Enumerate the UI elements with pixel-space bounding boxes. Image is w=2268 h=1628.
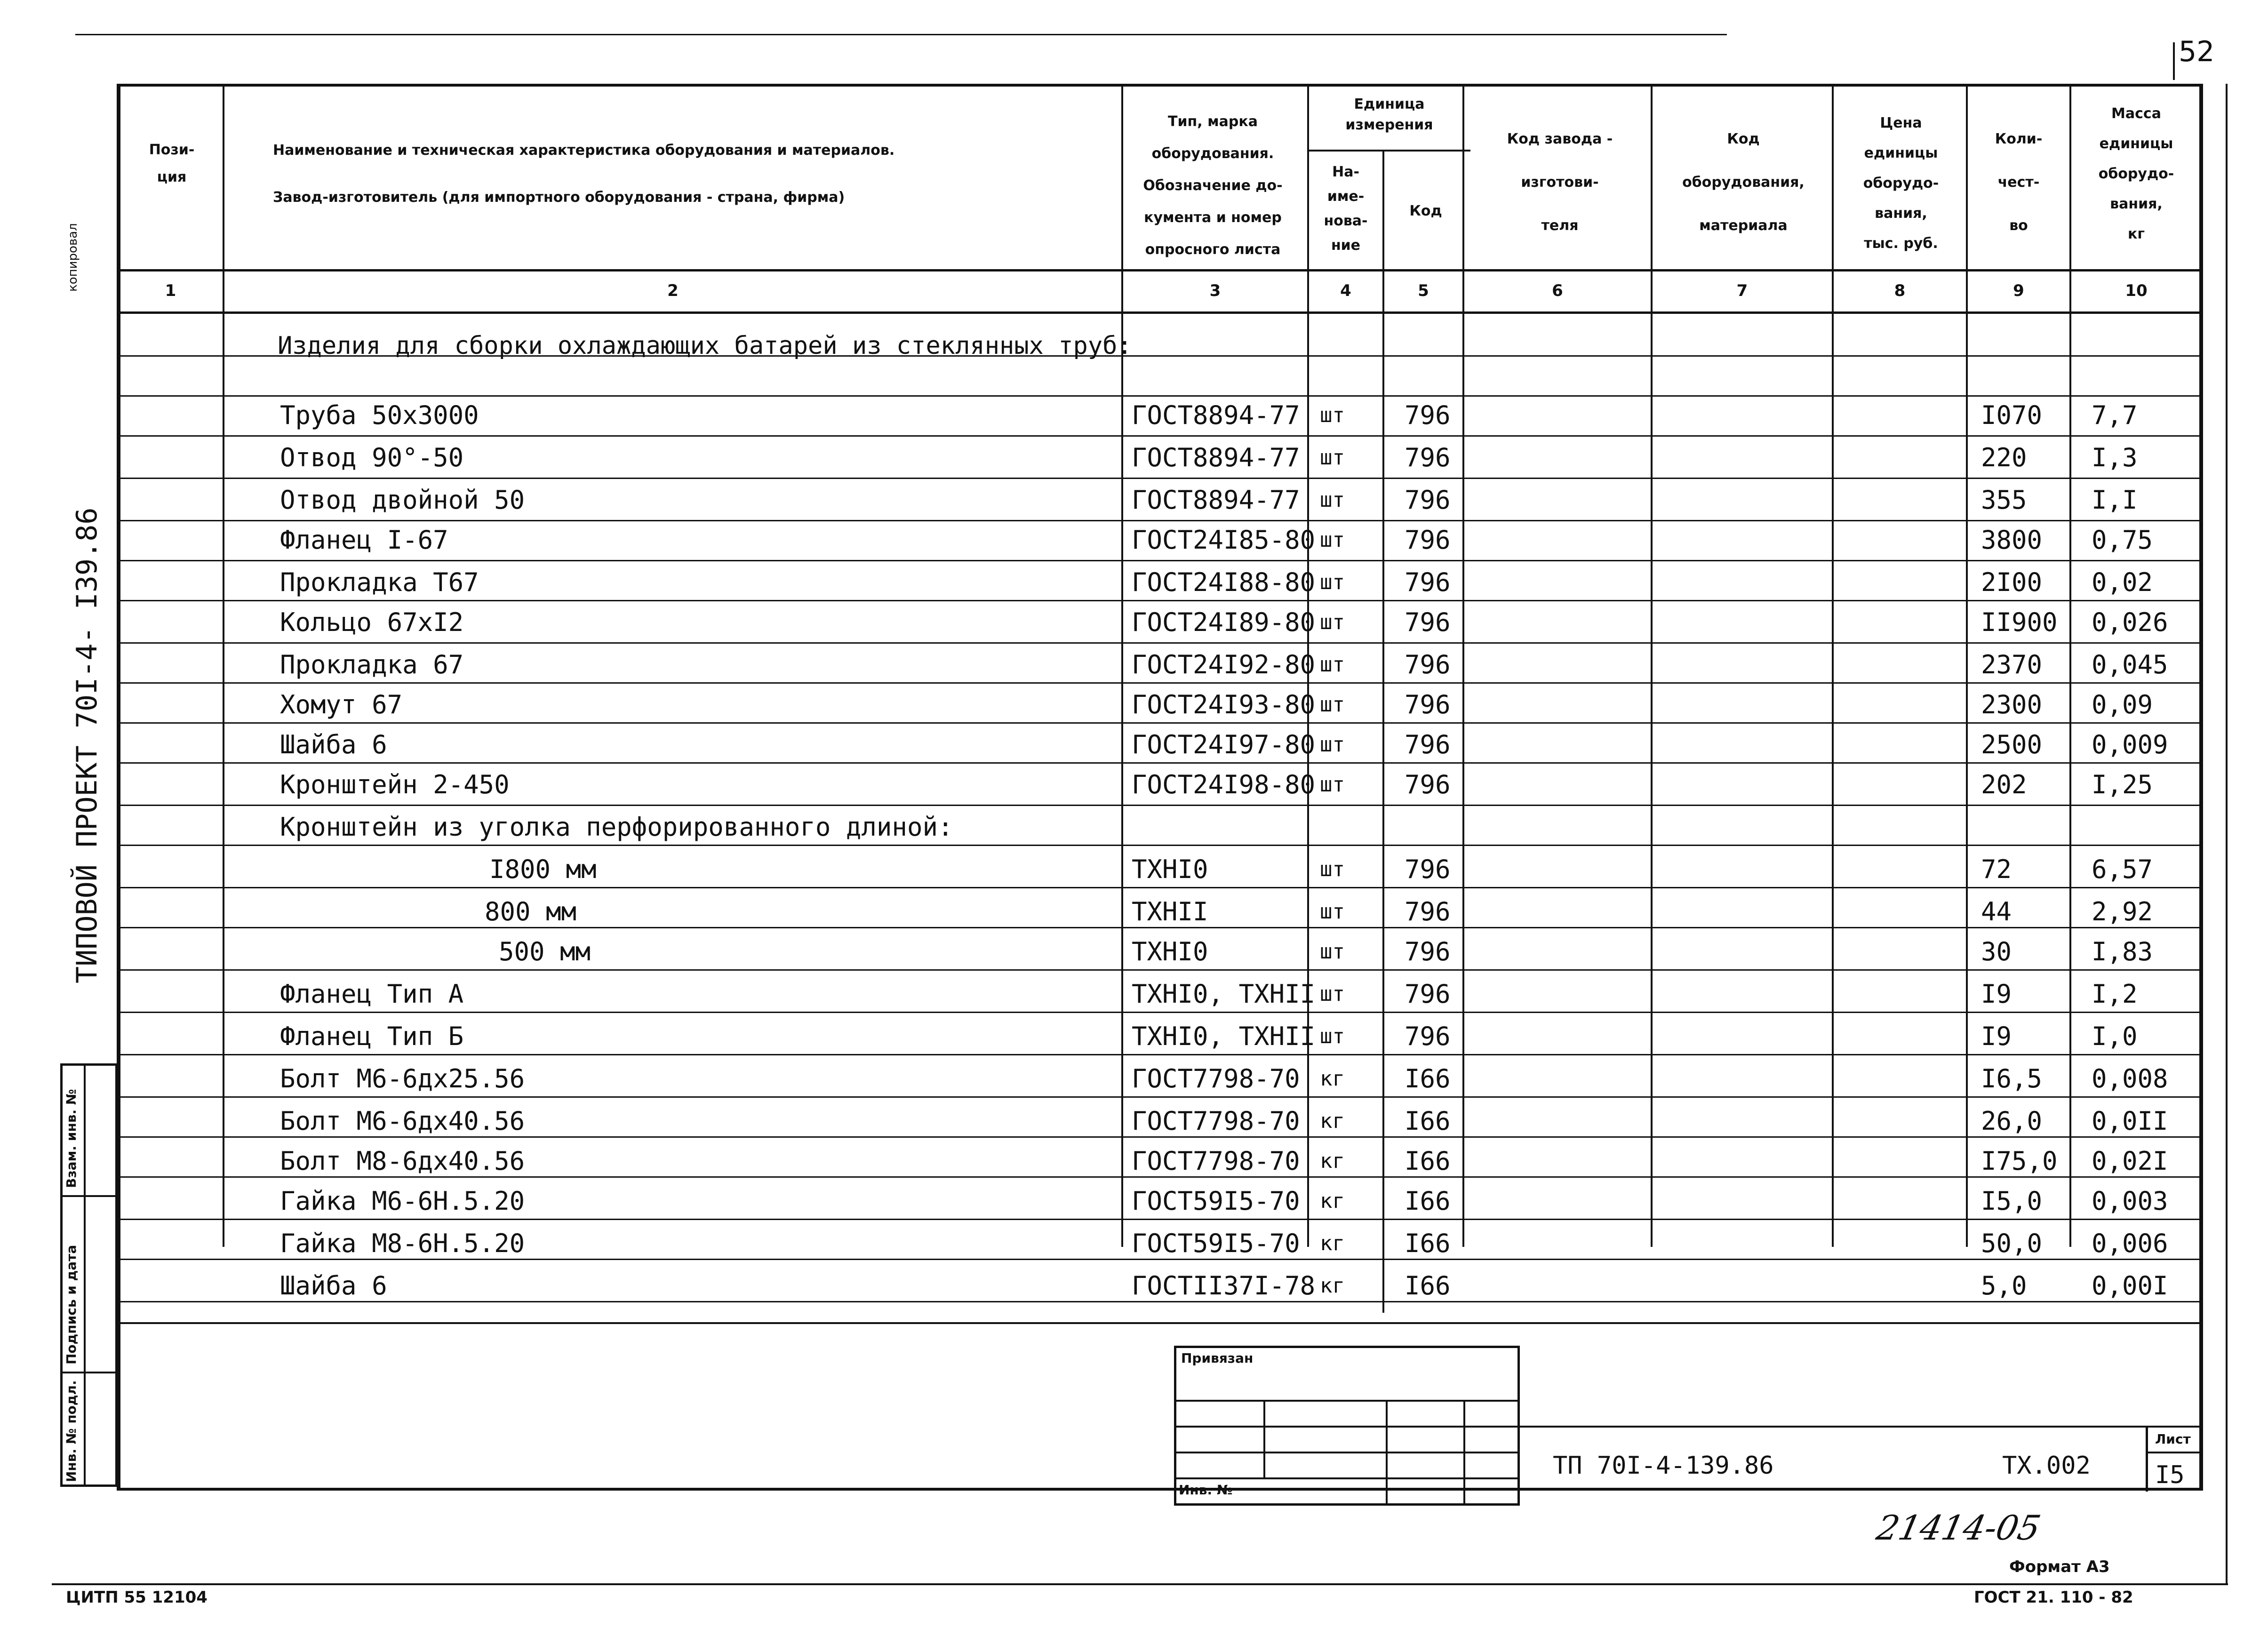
header-price: Цена единицы оборудо- вания, тыс. руб. (1863, 115, 1939, 252)
cell-code: 796 (1405, 650, 1451, 679)
cell-code: 796 (1405, 607, 1451, 637)
cell-mass: 2,92 (2092, 897, 2153, 926)
cell-name: Фланец I-67 (280, 525, 448, 555)
column-number: 10 (2125, 281, 2148, 300)
cell-unit: шт (1320, 446, 1345, 470)
cell-name: 500 мм (499, 937, 591, 966)
cell-unit: кг (1320, 1189, 1345, 1213)
strip-signature: Подпись и дата (64, 1245, 79, 1365)
cell-unit: кг (1320, 1067, 1345, 1091)
strip-inventory: Инв. № подл. (64, 1380, 79, 1482)
top-rule (75, 34, 1727, 35)
row-divider (118, 642, 2202, 644)
cell-mass: 0,00I (2092, 1271, 2168, 1301)
cell-name: Кольцо 67хI2 (280, 607, 464, 637)
cell-name: I800 мм (489, 854, 597, 884)
row-divider (118, 1219, 2202, 1220)
row-divider (118, 1259, 2202, 1260)
row-divider (118, 682, 2202, 684)
column-number: 5 (1418, 281, 1429, 300)
sheet-code: ТХ.002 (2002, 1452, 2091, 1480)
cell-code: 796 (1405, 1021, 1451, 1051)
column-divider (1651, 84, 1653, 1247)
cell-doc: ГОСТ24I88-80 (1132, 567, 1316, 597)
row-divider (118, 600, 2202, 601)
cell-qty: 5,0 (1981, 1271, 2027, 1301)
cell-qty: 72 (1981, 854, 2012, 884)
cell-unit: кг (1320, 1109, 1345, 1133)
cell-doc: ГОСТ8894-77 (1132, 485, 1300, 515)
cell-mass: 0,75 (2092, 525, 2153, 555)
cell-doc: ГОСТ8894-77 (1132, 443, 1300, 472)
cell-qty: 3800 (1981, 525, 2043, 555)
table-bottom (118, 1322, 2202, 1324)
bottom-rule (52, 1583, 2228, 1585)
cell-code: 796 (1405, 937, 1451, 966)
cell-name: Шайба 6 (280, 1271, 387, 1301)
cell-unit: шт (1320, 773, 1345, 797)
cell-unit: кг (1320, 1274, 1345, 1298)
format-label: Формат А3 (2009, 1557, 2110, 1576)
cell-qty: I6,5 (1981, 1064, 2043, 1093)
column-number: 2 (667, 281, 679, 300)
cell-qty: 220 (1981, 443, 2027, 472)
row-divider (118, 927, 2202, 928)
cell-qty: 202 (1981, 770, 2027, 799)
cell-name: Прокладка 67 (280, 650, 464, 679)
cell-mass: 0,02 (2092, 567, 2153, 597)
cell-mass: 0,045 (2092, 650, 2168, 679)
row-divider (118, 1096, 2202, 1098)
cell-unit: шт (1320, 1024, 1345, 1048)
header-equipment-code: Код оборудования, материала (1682, 131, 1805, 234)
header-name: Наименование и техническая характеристика оборудования и материалов. Завод-изготовитель (для импортного оборудования - страна, фирма) (273, 142, 895, 206)
cell-unit: шт (1320, 653, 1345, 677)
row-divider (118, 805, 2202, 806)
cell-mass: I,I (2092, 485, 2138, 515)
cell-unit: шт (1320, 940, 1345, 964)
header-position: Пози- ция (149, 142, 195, 185)
cell-mass: 0,02I (2092, 1146, 2168, 1176)
cell-name: Фланец Тип А (280, 979, 464, 1009)
row-divider (118, 969, 2202, 971)
cell-doc: ГОСТ24I85-80 (1132, 525, 1316, 555)
doc-code: ТП 70I-4-139.86 (1553, 1452, 1774, 1480)
column-number: 7 (1736, 281, 1748, 300)
cell-qty: 30 (1981, 937, 2012, 966)
cell-name: Прокладка Т67 (280, 567, 479, 597)
sheet-number: I5 (2155, 1461, 2185, 1489)
cell-doc: ГОСТ59I5-70 (1132, 1229, 1300, 1258)
cell-unit: шт (1320, 403, 1345, 427)
cell-name: Фланец Тип Б (280, 1021, 464, 1051)
section-title: Изделия для сборки охлаждающих батарей из стеклянных труб: (278, 332, 1132, 360)
column-number: 1 (165, 281, 176, 300)
corner-page-number: 52 (2179, 35, 2215, 68)
cell-doc: ГОСТ7798-70 (1132, 1146, 1300, 1176)
cell-code: 796 (1405, 979, 1451, 1009)
cell-unit: шт (1320, 610, 1345, 634)
column-divider (1462, 84, 1464, 1247)
cell-code: 796 (1405, 770, 1451, 799)
column-divider (223, 84, 224, 1247)
cell-name: Труба 50х3000 (280, 400, 479, 430)
row-divider (118, 1054, 2202, 1055)
cell-code: I66 (1405, 1106, 1451, 1136)
handwritten-number: 21414-05 (1873, 1508, 2044, 1548)
cell-doc: ГОСТ24I98-80 (1132, 770, 1316, 799)
side-stamp: ТИПОВОЙ ПРОЕКТ 70I-4- I39.86 (71, 507, 104, 983)
column-number: 6 (1552, 281, 1563, 300)
cell-doc: ТХНI0, ТХНII (1132, 1021, 1316, 1051)
cell-unit: шт (1320, 982, 1345, 1006)
sheet-label: Лист (2155, 1431, 2191, 1447)
cell-doc: ГОСТ24I89-80 (1132, 607, 1316, 637)
cell-code: 796 (1405, 567, 1451, 597)
cell-qty: 26,0 (1981, 1106, 2043, 1136)
cell-name: Хомут 67 (280, 690, 403, 719)
cell-qty: 355 (1981, 485, 2027, 515)
cell-unit: шт (1320, 900, 1345, 924)
cell-qty: I070 (1981, 400, 2043, 430)
row-divider (118, 560, 2202, 561)
cell-code: 796 (1405, 854, 1451, 884)
cell-doc: ТХНII (1132, 897, 1208, 926)
column-number: 9 (2013, 281, 2024, 300)
cell-mass: I,83 (2092, 937, 2153, 966)
column-divider (1382, 150, 1384, 1313)
column-number: 3 (1209, 281, 1221, 300)
row-divider (118, 478, 2202, 479)
attached-label: Привязан (1181, 1350, 1254, 1366)
row-divider (118, 1012, 2202, 1013)
cell-unit: шт (1320, 570, 1345, 594)
header-unit-code: Код (1409, 203, 1442, 219)
cell-doc: ТХНI0 (1132, 854, 1208, 884)
cell-mass: 7,7 (2092, 400, 2138, 430)
row-divider (118, 845, 2202, 846)
cell-mass: 0,006 (2092, 1229, 2168, 1258)
cell-mass: 0,09 (2092, 690, 2153, 719)
cell-name: 800 мм (485, 897, 577, 926)
cell-qty: 2I00 (1981, 567, 2043, 597)
cell-mass: I,2 (2092, 979, 2138, 1009)
cell-unit: шт (1320, 528, 1345, 552)
column-number: 8 (1894, 281, 1906, 300)
cell-doc: ГОСТ24I97-80 (1132, 730, 1316, 759)
row-divider (118, 435, 2202, 437)
cell-name: Отвод двойной 50 (280, 485, 525, 515)
cell-qty: 50,0 (1981, 1229, 2043, 1258)
cell-doc: ГОСТ7798-70 (1132, 1106, 1300, 1136)
cell-name: Отвод 90°-50 (280, 443, 464, 472)
cell-code: 796 (1405, 897, 1451, 926)
cell-qty: I75,0 (1981, 1146, 2058, 1176)
cell-unit: шт (1320, 733, 1345, 757)
cell-unit: шт (1320, 857, 1345, 881)
right-rule (2226, 84, 2228, 1585)
header-doc: Тип, марка оборудования. Обозначение до- кумента и номер опросного листа (1143, 113, 1283, 258)
cell-qty: I9 (1981, 979, 2012, 1009)
cell-unit: кг (1320, 1231, 1345, 1255)
cell-mass: 0,003 (2092, 1186, 2168, 1216)
cell-mass: I,25 (2092, 770, 2153, 799)
cell-unit: кг (1320, 1149, 1345, 1173)
row-divider (118, 1176, 2202, 1178)
cell-qty: 44 (1981, 897, 2012, 926)
footer-left: ЦИТП 55 12104 (66, 1588, 208, 1607)
column-divider (2069, 84, 2071, 1247)
cell-unit: шт (1320, 693, 1345, 717)
cell-name: Болт М6-6дх25.56 (280, 1064, 525, 1093)
cell-mass: I,3 (2092, 443, 2138, 472)
cell-mass: 6,57 (2092, 854, 2153, 884)
cell-mass: 0,0II (2092, 1106, 2168, 1136)
column-divider (2201, 84, 2203, 1491)
row-divider (118, 762, 2202, 764)
cell-doc: ГОСТ8894-77 (1132, 400, 1300, 430)
cell-name: Болт М6-6дх40.56 (280, 1106, 525, 1136)
row-divider (118, 395, 2202, 397)
corner-mark (2173, 42, 2175, 80)
header-quantity: Коли- чест- во (1995, 131, 2043, 234)
row-divider (118, 1136, 2202, 1138)
cell-code: I66 (1405, 1229, 1451, 1258)
cell-mass: 0,008 (2092, 1064, 2168, 1093)
header-factory-code: Код завода - изготови- теля (1507, 131, 1613, 234)
cell-code: I66 (1405, 1146, 1451, 1176)
cell-name: Кронштейн из уголка перфорированного длиной: (280, 812, 953, 842)
cell-mass: 0,026 (2092, 607, 2168, 637)
strip-replaced: Взам. инв. № (64, 1089, 79, 1188)
cell-mass: 0,009 (2092, 730, 2168, 759)
cell-name: Гайка М8-6Н.5.20 (280, 1229, 525, 1258)
cell-mass: I,0 (2092, 1021, 2138, 1051)
cell-code: I66 (1405, 1064, 1451, 1093)
side-small: копировал (66, 223, 80, 292)
cell-code: I66 (1405, 1186, 1451, 1216)
column-divider (1832, 84, 1834, 1247)
cell-unit: шт (1320, 488, 1345, 512)
cell-name: Кронштейн 2-450 (280, 770, 510, 799)
header-mass: Масса единицы оборудо- вания, кг (2098, 105, 2174, 242)
cell-qty: II900 (1981, 607, 2058, 637)
cell-qty: 2300 (1981, 690, 2043, 719)
row-divider (118, 722, 2202, 724)
cell-code: 796 (1405, 730, 1451, 759)
cell-code: 796 (1405, 690, 1451, 719)
cell-doc: ГОСТ24I93-80 (1132, 690, 1316, 719)
header-unit-name: На- име- нова- ние (1324, 164, 1368, 254)
cell-qty: I5,0 (1981, 1186, 2043, 1216)
cell-doc: ГОСТ24I92-80 (1132, 650, 1316, 679)
cell-doc: ГОСТII37I-78 (1132, 1271, 1316, 1301)
row-divider (118, 1301, 2202, 1302)
cell-qty: 2370 (1981, 650, 2043, 679)
cell-doc: ТХНI0 (1132, 937, 1208, 966)
cell-doc: ГОСТ7798-70 (1132, 1064, 1300, 1093)
cell-name: Болт М8-6дх40.56 (280, 1146, 525, 1176)
row-divider (118, 520, 2202, 521)
row-divider (118, 887, 2202, 888)
cell-name: Гайка М6-6Н.5.20 (280, 1186, 525, 1216)
cell-doc: ТХНI0, ТХНII (1132, 979, 1316, 1009)
header-unit-group: Единица измерения (1345, 96, 1433, 133)
cell-doc: ГОСТ59I5-70 (1132, 1186, 1300, 1216)
cell-name: Шайба 6 (280, 730, 387, 759)
cell-code: 796 (1405, 400, 1451, 430)
inv-label: Инв. № (1179, 1482, 1233, 1498)
title-block-top (1520, 1426, 2202, 1428)
cell-code: 796 (1405, 443, 1451, 472)
cell-qty: 2500 (1981, 730, 2043, 759)
cell-code: I66 (1405, 1271, 1451, 1301)
cell-code: 796 (1405, 485, 1451, 515)
cell-qty: I9 (1981, 1021, 2012, 1051)
cell-code: 796 (1405, 525, 1451, 555)
column-number: 4 (1340, 281, 1351, 300)
footer-right: ГОСТ 21. 110 - 82 (1974, 1588, 2133, 1607)
